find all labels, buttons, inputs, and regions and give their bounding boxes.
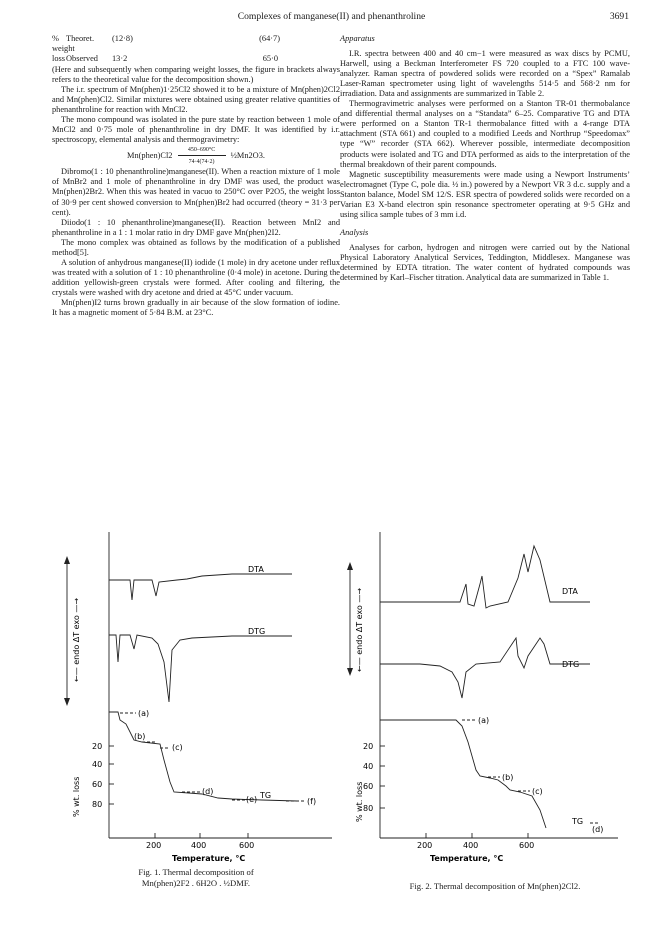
paragraph: I.R. spectra between 400 and 40 cm−1 were measured as wax discs by PCMU, Harwell, using a Beckman Interferometer FS 720 coupled to a FTC 100 wave-analyzer. Raman spectra of powdered solids were recorded on a “Spex” Ramalab Laser-Raman spectrometer using light of wavelengths 514·5 and 568·2 nm for irradiation. Data and assignments are summarized in Table 2.	[340, 49, 630, 99]
fig1-marker-f: (f)	[307, 797, 317, 806]
fig1-yaxis-upper: ←— endo ΔT exo —→	[72, 597, 81, 682]
paragraph: Magnetic susceptibility measurements were made using a Newport Instruments’ electromagnet (Type C, pole dia. ½ in.) powered by a Newport VR 3 d.c. supply and a Stanton balance, Model SM 12/S. ESR spectra of powdered solids were recorded on a Varian E3 X-band electron spin resonance spectrometer operating at 9·5 GHz and using silica sample tubes of 3 mm i.d.	[340, 169, 630, 219]
fig1-xtick: 400	[191, 841, 207, 850]
paragraph: A solution of anhydrous manganese(II) iodide (1 mole) in dry acetone under reflux was treated with a solution of 1 : 10 phenanthroline (0·4 mole) in acetone. During the addition yellowish-green crystals were formed. After cooling and filtering, the crystals were washed with dry acetone and dried at 45°C under vacuum.	[52, 257, 340, 297]
running-header	[0, 11, 663, 25]
fig2-xtick: 600	[519, 841, 535, 850]
fig1-marker-b: (b)	[134, 732, 146, 741]
observed-b: 65·0	[262, 54, 278, 63]
fig2-xtick: 200	[417, 841, 433, 850]
fig2-ytick: 60	[363, 782, 374, 791]
fig1-marker-c: (c)	[172, 743, 183, 752]
fig1-xlabel: Temperature, °C	[172, 854, 246, 863]
fig2-marker-b: (b)	[502, 773, 514, 782]
fig2-dtg-label: DTG	[562, 660, 580, 669]
fig2-yaxis-lower: % wt. loss	[355, 781, 364, 822]
fig2-ytick: 40	[363, 762, 374, 771]
fig1-marker-e: (e)	[246, 795, 258, 804]
fig1-xtick: 200	[146, 841, 162, 850]
fig1-ytick: 80	[92, 800, 103, 809]
fig1-ytick: 20	[92, 742, 103, 751]
fig1-ytick: 60	[92, 780, 103, 789]
fig1-marker-d: (d)	[202, 787, 214, 796]
paragraph: The mono complex was obtained as follows by the modification of a published method[5].	[52, 237, 340, 257]
fig1-dtg-curve	[109, 635, 292, 702]
paragraph: Diiodo(1 : 10 phenanthroline)manganese(II). Reaction between MnI2 and phenanthroline in a 1 : 1 molar ratio in dry DMF gave Mn(phen)2I2.	[52, 217, 340, 237]
equation: Mn(phen)Cl2 $\frac{450-690^\circ C}{74\cdot 4(74\cdot 2)}$ ½Mn2O3.	[127, 147, 265, 166]
fig1-dtg-label: DTG	[248, 627, 266, 636]
fig1-dta-curve	[109, 574, 292, 600]
left-column	[52, 34, 340, 318]
fig1-yaxis-lower: % wt. loss	[72, 776, 81, 817]
fig1-ytick: 40	[92, 760, 103, 769]
loss-label: loss	[52, 54, 65, 63]
fig1-marker-a: (a)	[138, 709, 150, 718]
paragraph: (Here and subsequently when comparing weight losses, the figure in brackets always refers to the theoretical value for the decomposition shown.)	[52, 65, 340, 85]
figure-2	[340, 532, 630, 864]
page-number: 3691	[609, 11, 629, 22]
weight-label: % weight	[52, 34, 75, 53]
fig2-ytick: 80	[363, 804, 374, 813]
fig1-tg-label: TG	[260, 791, 272, 800]
fig2-xtick: 400	[463, 841, 479, 850]
fig1-caption: Fig. 1. Thermal decomposition of Mn(phen)2F2 . 6H2O . ½DMF.	[138, 867, 254, 888]
observed-label: Observed	[66, 54, 98, 63]
fig1-dta-label: DTA	[248, 565, 264, 574]
figure-1	[52, 532, 337, 864]
running-title: Complexes of manganese(II) and phenanthroline	[237, 11, 426, 22]
weight-loss-table	[52, 34, 340, 64]
theoret-label: Theoret.	[66, 34, 95, 43]
fig2-tg-curve	[380, 720, 546, 828]
right-column	[340, 34, 630, 283]
paragraph: Mn(phen)I2 turns brown gradually in air because of the slow formation of iodine. It has a magnetic moment of 5·84 B.M. at 23°C.	[52, 297, 340, 318]
paragraph: The mono compound was isolated in the pure state by reaction between 1 mole of MnCl2 and 0·75 mole of phenanthroline in dry DMF. It was identified by i.r. spectroscopy, elemental analysis and thermogravimetry:	[52, 115, 340, 145]
section-heading: Apparatus	[340, 34, 375, 43]
paragraph: Thermogravimetric analyses were performed on a Stanton TR-01 thermobalance and differential thermal analyses on a “Standata” 6–25. Comparative TG and DTA were performed on a Stanton TR-1 thermobalance fitted with a 4-range DTA attachment (STA 661) and coupled to a modified Leeds and Northrup “Speedomax” type “W” recorder (STA 662). Wherever possible, intermediate decomposition products were isolated and TG and DTA performed as aids to the interpretation of the thermal breakdown of their parent compounds.	[340, 99, 630, 169]
fig2-marker-d: (d)	[592, 825, 604, 834]
paragraph: The i.r. spectrum of Mn(phen)1·25Cl2 showed it to be a mixture of Mn(phen)2Cl2 and Mn(phen)Cl2. Similar mixtures were obtained using greater relative quantities of phenanthroline for reaction with MnCl2.	[52, 85, 340, 115]
fig1-xtick: 600	[239, 841, 255, 850]
theoret-a: (12·8)	[112, 34, 133, 43]
fig2-marker-a: (a)	[478, 716, 490, 725]
fig2-yaxis-upper: ←— endo ΔT exo —→	[355, 587, 364, 672]
fig2-marker-c: (c)	[532, 787, 543, 796]
observed-a: 13·2	[112, 54, 128, 63]
section-heading: Analysis	[340, 227, 369, 237]
fig2-ytick: 20	[363, 742, 374, 751]
fig2-caption: Fig. 2. Thermal decomposition of Mn(phen)2Cl2.	[409, 881, 581, 891]
fig2-tg-label: TG	[572, 817, 584, 826]
fig2-dta-label: DTA	[562, 587, 578, 596]
fig2-dtg-curve	[380, 638, 590, 698]
paragraph: Dibromo(1 : 10 phenanthroline)manganese(II). When a reaction mixture of 1 mole of MnBr2 and 1 mole of phenanthroline in dry DMF was used, the product was Mn(phen)2Br2. When this was heated in vacuo to 250°C over P2O5, the weight loss of 30·9 per cent showed conversion to Mn(phen)Br2 had occurred (theory = 31·3 per cent).	[52, 167, 340, 217]
fig2-dta-curve	[380, 546, 590, 608]
paragraph: Analyses for carbon, hydrogen and nitrogen were carried out by the National Physical Laboratory Analytical Services, Teddington, Middlesex. Manganese was determined by EDTA titration. The water content of hydrated compounds was determined by Karl–Fischer titration. Analytical data are summarized in Table 1.	[340, 242, 630, 283]
theoret-b: (64·7)	[259, 34, 280, 43]
fig2-xlabel: Temperature, °C	[430, 854, 504, 863]
